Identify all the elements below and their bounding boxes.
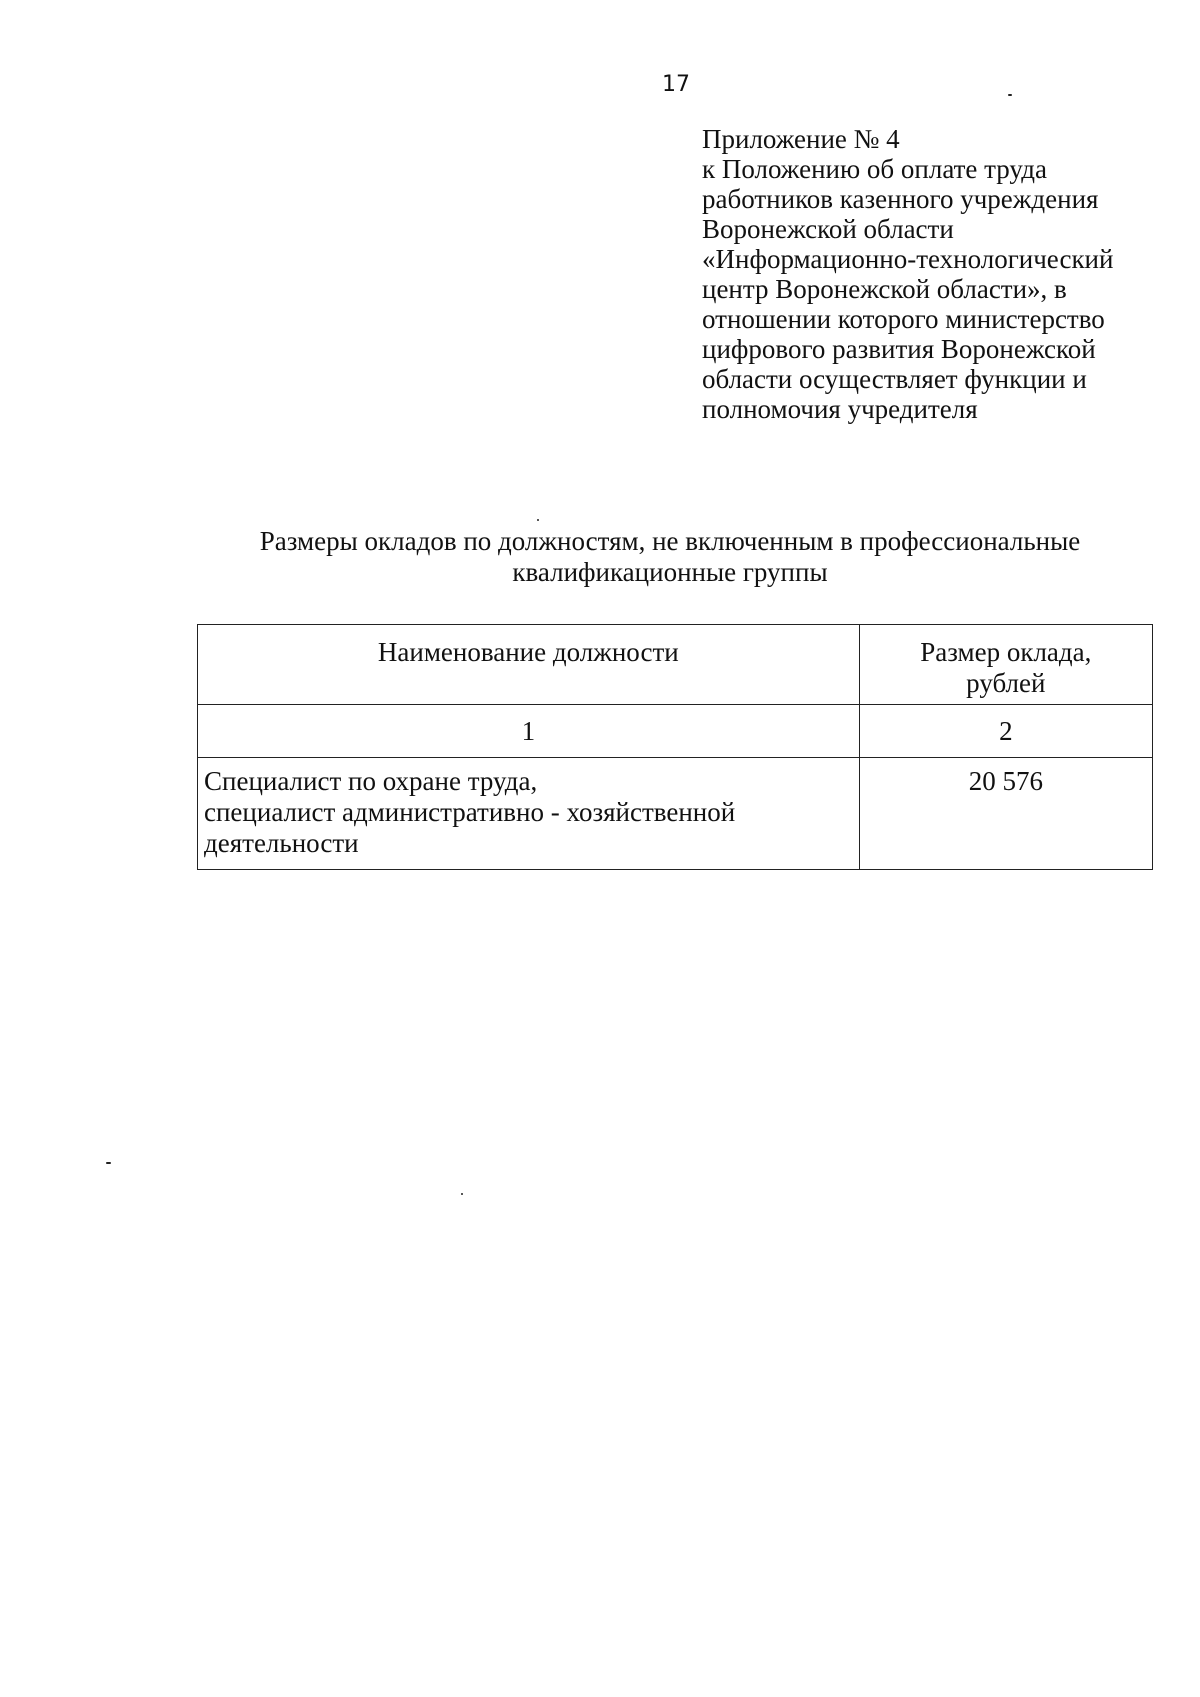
header-salary-text-line-2: рублей [966, 668, 1046, 698]
header-salary [859, 625, 1152, 705]
page-number: 17 [662, 72, 690, 97]
scan-speck [106, 1162, 111, 1164]
annex-block [702, 124, 1172, 424]
annex-line: «Информационно-технологический [702, 244, 1114, 274]
scan-speck [461, 1193, 463, 1195]
position-name-line: Специалист по охране труда, [204, 766, 538, 796]
column-number-2: 2 [859, 705, 1152, 758]
scan-speck [537, 519, 539, 521]
header-salary-text-line-1: Размер оклада, [920, 637, 1092, 667]
annex-line: Воронежской области [702, 214, 954, 244]
annex-line: цифрового развития Воронежской [702, 334, 1096, 364]
annex-line: области осуществляет функции и [702, 364, 1087, 394]
table-numbering-row [198, 705, 1153, 758]
column-number-1: 1 [198, 705, 860, 758]
header-position-name-text: Наименование должности [377, 637, 679, 667]
header-position-name [198, 625, 860, 705]
document-title-line-1: Размеры окладов по должностям, не включенным в профессиональные [259, 526, 1081, 556]
annex-line: работников казенного учреждения [702, 184, 1099, 214]
position-name-cell [198, 758, 860, 870]
salary-table [197, 624, 1153, 870]
document-title-line-2: квалификационные группы [512, 557, 828, 587]
position-name-line: деятельности [204, 828, 359, 858]
position-name-line: специалист административно - хозяйственной [204, 797, 736, 827]
annex-line: отношении которого министерство [702, 304, 1105, 334]
table-header-row [198, 625, 1153, 705]
annex-line: центр Воронежской области», в [702, 274, 1067, 304]
document-title [210, 526, 1130, 588]
salary-value-cell: 20 576 [859, 758, 1152, 870]
annex-line: полномочия учредителя [702, 394, 978, 424]
annex-line: к Положению об оплате труда [702, 154, 1047, 184]
table-row [198, 758, 1153, 870]
annex-line: Приложение № 4 [702, 124, 900, 154]
scan-speck [1008, 94, 1012, 96]
